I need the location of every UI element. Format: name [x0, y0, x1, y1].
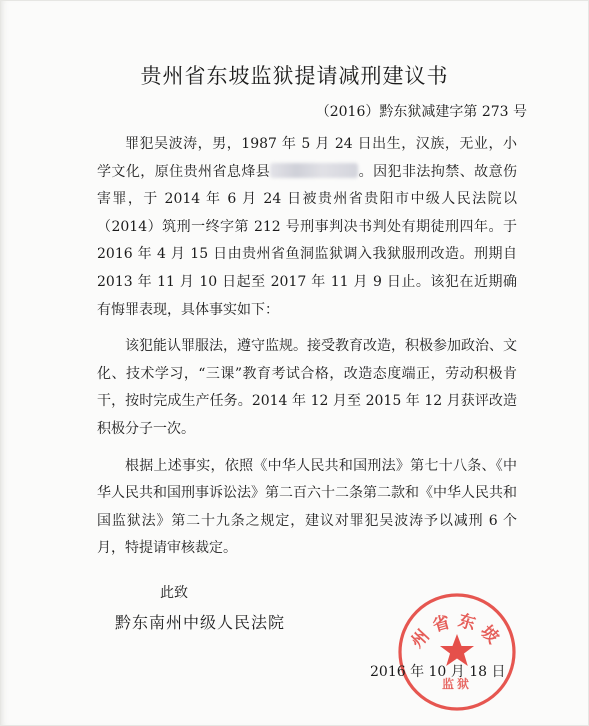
official-seal-stamp [395, 590, 519, 714]
paragraph-facts-rest: 。因犯非法拘禁、故意伤害罪，于 2014 年 6 月 24 日被贵州省贵阳市中级人民法院以（2014）筑刑一终字第 212 号刑事判决书判处有期徒刑四年。于 2016 年 4 月 15 日由贵州省鱼洞监狱调入我狱服刑改造。刑期自 2013 年 11 月 10 日起至 2017 年 11 月 9 日止。该犯在近期确有悔罪表现，具体事实如下： [97, 163, 518, 318]
closing-salutation: 此致 [160, 585, 188, 601]
document-body [97, 131, 517, 563]
paragraph-facts-start: 罪犯吴波涛，男，1987 年 5 月 24 日出生，汉族，无业，小学文化，原住贵州省息烽县 [97, 136, 517, 180]
redacted-address [270, 163, 358, 178]
paragraph-behavior: 该犯能认罪服法，遵守监规。接受教育改造，积极参加政治、文化、技术学习，“三课”教育考试合格，改造态度端正，劳动积极肯干，按时完成生产任务。2014 年 12 月至 2015 年 12 月获评改造积极分子一次。 [97, 338, 517, 437]
document-title: 贵州省东坡监狱提请减刑建议书 [140, 64, 449, 88]
document-number: （2016）黔东狱减建字第 273 号 [315, 104, 527, 120]
recipient-court: 黔东南州中级人民法院 [115, 613, 286, 632]
seal-bottom-text: 监狱 [441, 677, 473, 691]
seal-arc-text: 州省东坡 [407, 610, 507, 653]
paragraph-facts [97, 131, 517, 324]
document-date: 2016 年 10 月 18 日 [370, 664, 506, 680]
paragraph-recommendation: 根据上述事实，依照《中华人民共和国刑法》第七十八条、《中华人民共和国刑事诉讼法》第二百六十二条第二款和《中华人民共和国监狱法》第二十九条之规定，建议对罪犯吴波涛予以减刑 6 个月，特提请审核裁定。 [97, 457, 517, 557]
